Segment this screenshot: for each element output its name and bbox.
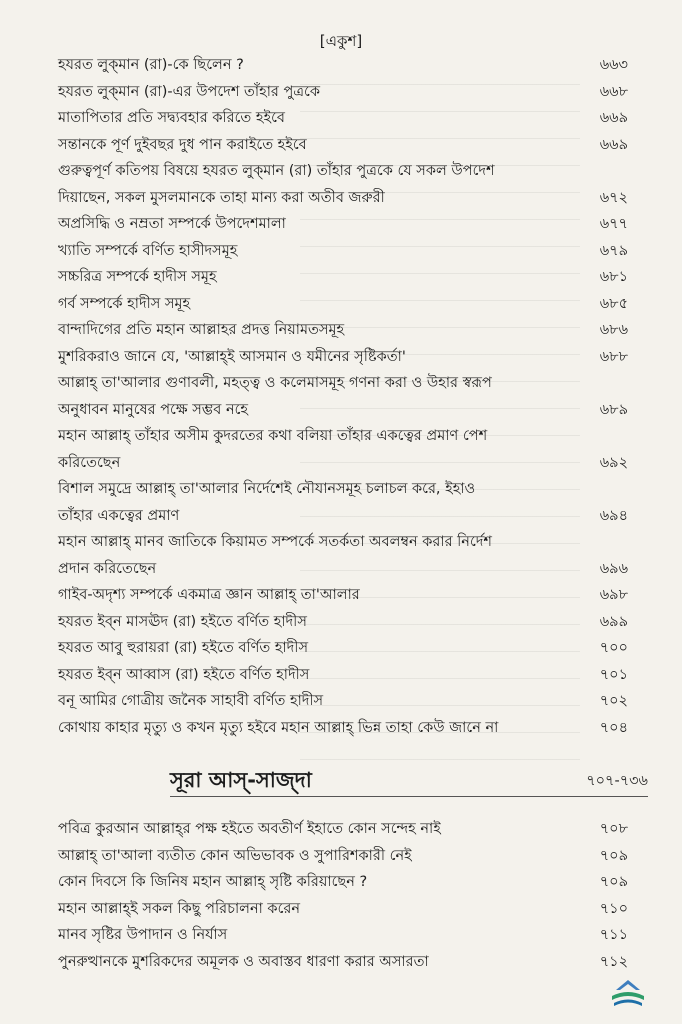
toc-entry <box>58 105 628 132</box>
heading-underline <box>170 796 648 797</box>
toc-entry <box>58 317 628 344</box>
toc-list-sajda <box>58 816 628 975</box>
toc-entry-title: পবিত্র কুরআন আল্লাহ্‌র পক্ষ হইতে অবতীর্ণ ইহাতে কোন সন্দেহ নাই <box>58 821 441 837</box>
toc-page-number: ৬৯৬ <box>599 560 628 577</box>
toc-entry-title: গাইব-অদৃশ্য সম্পর্কে একমাত্র জ্ঞান আল্লাহ্‌ তা'আলার <box>58 587 360 603</box>
toc-entry-title: মহান আল্লাহ্‌ তাঁহার অসীম কুদরতের কথা বলিয়া তাঁহার একত্বের প্রমাণ পেশ <box>58 428 488 444</box>
toc-entry-title: মহান আল্লাহ্‌ মানব জাতিকে কিয়ামত সম্পর্কে সতর্কতা অবলম্বন করার নির্দেশ <box>58 534 492 550</box>
toc-page-number: ৬৮৬ <box>599 322 628 338</box>
toc-entry-title: খ্যাতি সম্পর্কে বর্ণিত হাসীদসমূহ <box>58 242 238 259</box>
toc-page-number: ৬৮৮ <box>599 348 628 365</box>
toc-entry <box>58 529 628 582</box>
toc-entry <box>58 423 628 476</box>
toc-entry <box>58 949 628 976</box>
toc-entry-title: করিতেছেন <box>58 454 121 471</box>
toc-page-number: ৭০৮ <box>599 821 628 837</box>
page-header: [একুশ] <box>319 32 363 50</box>
toc-page-number: ৬৬৯ <box>599 136 628 153</box>
toc-entry <box>58 238 628 265</box>
toc-page-number: ৬৬৯ <box>599 110 628 126</box>
toc-entry <box>58 715 628 742</box>
toc-entry-title: সচ্চরিত্র সম্পর্কে হাদীস সমূহ <box>58 269 217 285</box>
toc-list <box>58 52 628 741</box>
toc-entry <box>58 132 628 159</box>
toc-entry-title: আল্লাহ্‌ তা'আলার গুণাবলী, মহত্ত্ব ও কলেমাসমূহ গণনা করা ও উহার স্বরূপ <box>58 375 492 391</box>
toc-entry-title: পুনরুত্থানকে মুশরিকদের অমূলক ও অবাস্তব ধারণা করার অসারতা <box>58 953 429 970</box>
toc-entry <box>58 79 628 106</box>
toc-entry <box>58 843 628 870</box>
toc-page-number: ৬৭৯ <box>599 242 628 259</box>
toc-entry-title: মুশরিকরাও জানে যে, 'আল্লাহ্‌ই আসমান ও যমীনের সৃষ্টিকর্তা' <box>58 348 406 365</box>
toc-page-number: ৭০২ <box>599 693 628 709</box>
toc-page-number: ৬৯৪ <box>599 507 628 524</box>
toc-page-number: ৭০০ <box>599 640 628 656</box>
toc-entry-title: হযরত লুক্‌মান (রা)-কে ছিলেন ? <box>58 57 244 73</box>
toc-page-number: ৬৬৩ <box>599 57 628 73</box>
toc-entry-title: তাঁহার একত্বের প্রমাণ <box>58 507 180 524</box>
toc-entry-title: সন্তানকে পূর্ণ দুইবছর দুধ পান করাইতে হইবে <box>58 136 307 153</box>
toc-entry-title: অপ্রসিদ্ধি ও নম্রতা সম্পর্কে উপদেশমালা <box>58 216 286 232</box>
toc-page-number: ৬৭৭ <box>599 216 628 232</box>
toc-entry-title: অনুধাবন মানুষের পক্ষে সম্ভব নহে <box>58 401 249 418</box>
toc-entry-title: বিশাল সমুদ্রে আল্লাহ্‌ তা'আলার নির্দেশেই নৌযানসমূহ চলাচল করে, ইহাও <box>58 481 476 497</box>
toc-entry <box>58 264 628 291</box>
toc-page-number: ৬৮১ <box>599 269 628 285</box>
toc-entry-title: বান্দাদিগের প্রতি মহান আল্লাহর প্রদত্ত নিয়ামতসমূহ <box>58 322 345 338</box>
toc-page-number: ৭১০ <box>599 900 628 917</box>
toc-page-number: ৭০৯ <box>599 874 628 890</box>
toc-page-number: ৭০১ <box>599 666 628 683</box>
toc-page-number: ৬৬৮ <box>599 83 628 100</box>
toc-entry <box>58 476 628 529</box>
toc-entry-title: মানব সৃষ্টির উপাদান ও নির্যাস <box>58 927 228 943</box>
toc-page-number: ৬৮৯ <box>599 401 628 418</box>
toc-page-number: ৬৮৫ <box>599 295 628 312</box>
toc-entry-title: গুরুত্বপূর্ণ কতিপয় বিষয়ে হযরত লুক্‌মান (রা) তাঁহার পুত্রকে যে সকল উপদেশ <box>58 163 495 179</box>
toc-entry-title: মহান আল্লাহ্‌ই সকল কিছু পরিচালনা করেন <box>58 900 301 917</box>
surah-page-range: ৭০৭-৭৩৬ <box>586 773 648 789</box>
toc-entry <box>58 896 628 923</box>
toc-entry-title: কোথায় কাহার মৃত্যু ও কখন মৃত্যু হইবে মহান আল্লাহ্‌ ভিন্ন তাহা কেউ জানে না <box>58 719 499 736</box>
toc-entry <box>58 344 628 371</box>
toc-entry <box>58 869 628 896</box>
toc-entry-title: আল্লাহ্‌ তা'আলা ব্যতীত কোন অভিভাবক ও সুপারিশকারী নেই <box>58 847 412 864</box>
toc-entry <box>58 688 628 715</box>
toc-entry <box>58 52 628 79</box>
toc-entry-title: কোন দিবসে কি জিনিষ মহান আল্লাহ্‌ সৃষ্টি করিয়াছেন ? <box>58 874 368 890</box>
toc-entry-title: হযরত ইব্‌ন মাসঊদ (রা) হইতে বর্ণিত হাদীস <box>58 613 307 630</box>
toc-entry-title: বনূ আমির গোত্রীয় জনৈক সাহাবী বর্ণিত হাদীস <box>58 693 324 709</box>
toc-entry <box>58 370 628 423</box>
toc-entry <box>58 211 628 238</box>
toc-entry-title: দিয়াছেন, সকল মুসলমানকে তাহা মান্য করা অতীব জরুরী <box>58 189 385 206</box>
toc-entry <box>58 635 628 662</box>
toc-entry-title: হযরত ইব্‌ন আব্বাস (রা) হইতে বর্ণিত হাদীস <box>58 666 310 683</box>
toc-entry-title: গর্ব সম্পর্কে হাদীস সমূহ <box>58 295 191 312</box>
toc-entry-title: প্রদান করিতেছেন <box>58 560 157 577</box>
toc-page-number: ৭১১ <box>599 927 628 943</box>
toc-entry-title: হযরত আবু হুরায়রা (রা) হইতে বর্ণিত হাদীস <box>58 640 309 656</box>
toc-page-number: ৬৭২ <box>599 189 628 206</box>
surah-section-heading <box>58 764 648 804</box>
surah-title: সূরা আস্‌-সাজ্‌দা <box>170 768 312 792</box>
toc-page-number: ৭১২ <box>599 953 628 970</box>
toc-entry <box>58 922 628 949</box>
toc-page-number: ৭০৪ <box>599 719 628 736</box>
toc-page-number: ৬৯২ <box>599 454 628 471</box>
toc-entry-title: হযরত লুক্‌মান (রা)-এর উপদেশ তাঁহার পুত্রকে <box>58 83 320 100</box>
toc-entry <box>58 662 628 689</box>
toc-page-number: ৬৯৮ <box>599 587 628 603</box>
toc-entry <box>58 609 628 636</box>
toc-page-number: ৭০৯ <box>599 847 628 864</box>
toc-entry <box>58 158 628 211</box>
publisher-logo-icon <box>608 976 648 1010</box>
toc-entry <box>58 816 628 843</box>
toc-entry <box>58 291 628 318</box>
toc-entry <box>58 582 628 609</box>
toc-entry-title: মাতাপিতার প্রতি সদ্ব্যবহার করিতে হইবে <box>58 110 285 126</box>
toc-page-number: ৬৯৯ <box>599 613 628 630</box>
